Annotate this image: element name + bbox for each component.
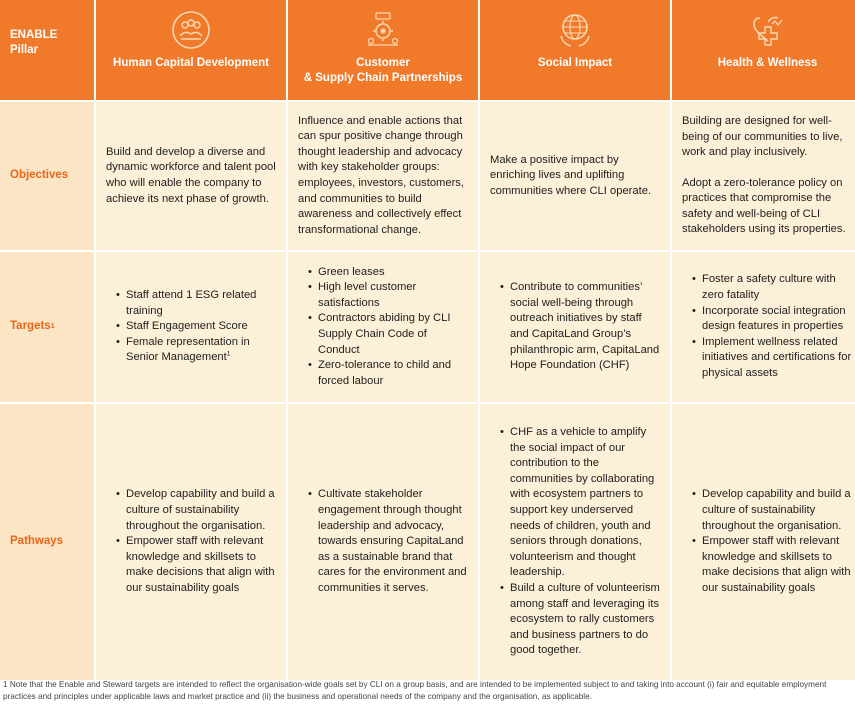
objectives-human-text: Build and develop a diverse and dynamic workforce and talent pool who will enable the company to achieve its next phase of growth. [106,145,276,205]
list-item: • Empower staff with relevant knowledge and skillsets to make decisions that align with our sustainability goals [702,534,853,596]
objectives-health-text-2: Adopt a zero-tolerance policy on practices that compromise the safety and well-being of CLI stakeholders using its properties. [682,176,846,236]
targets-customer [288,252,478,402]
corner-header [0,0,94,100]
objectives-human [96,102,286,250]
list-item: • Develop capability and build a culture of sustainability throughout the organisation. [126,487,276,534]
row-label-pathways [0,404,94,680]
pathways-customer [288,404,478,680]
pathways-health [672,404,855,680]
globe-hands-icon [555,10,595,50]
header-health-wellness [672,0,855,100]
header-label-health: Health & Wellness [717,57,818,69]
list-item: • Zero-tolerance to child and forced labour [318,358,468,389]
header-label-customer-1: Customer [356,57,410,69]
corner-line2: Pillar [10,44,39,56]
objectives-health-text-1: Building are designed for well-being of our communities to live, work and play inclusively. [682,114,843,159]
header-human-capital [96,0,286,100]
list-item: • Cultivate stakeholder engagement through thought leadership and advocacy, towards ensuring CapitaLand as a sustainable brand that cares for the environment and communities it serves. [318,487,468,596]
header-label-social: Social Impact [537,57,613,69]
header-label-customer-2: & Supply Chain Partnerships [303,72,463,84]
row-label-targets: Targets 1 [0,252,94,402]
footnote: 1 Note that the Enable and Steward targets are intended to reflect the organisation-wide goals set by CLI on a group basis, and are intended to be implemented subject to and taking into account (i) fair and equitable employment practices and principles under applicable laws and market practice and (ii) the business and operational needs of the company and the organisation, as applicable. [3,680,827,701]
list-item: • Incorporate social integration design features in properties [702,304,853,335]
header-social-impact [480,0,670,100]
objectives-label: Objectives [10,169,69,182]
list-item: • Implement wellness related initiatives and certifications for physical assets [702,335,853,382]
pathways-human [96,404,286,680]
list-item: • Staff Engagement Score [126,319,276,335]
objectives-customer [288,102,478,250]
list-item: • Build a culture of volunteerism among staff and leveraging its ecosystem to rally customers and business partners to do good together. [510,581,660,659]
gear-cart-icon [363,10,403,50]
list-item: • Staff attend 1 ESG related training [126,288,276,319]
list-item: • High level customer satisfactions [318,280,468,311]
people-hands-icon [171,10,211,50]
pathways-label: Pathways [10,535,64,548]
objectives-customer-text: Influence and enable actions that can spur positive change through thought leadership and advocacy with key stakeholder groups: employees, investors, customers, and communities to build awareness and collectively effect transformational change. [298,114,465,236]
list-item-text: Female representation in Senior Management [126,335,250,364]
targets-health [672,252,855,402]
list-item: • Contractors abiding by CLI Supply Chain Code of Conduct [318,311,468,358]
header-label-human: Human Capital Development [113,57,269,69]
list-item: • Green leases [318,265,468,281]
list-item: • Contribute to communities’ social well-being through outreach initiatives by staff and CapitaLand Group’s philanthropic arm, CapitaLand Hope Foundation (CHF) [510,280,660,374]
targets-social [480,252,670,402]
pathways-social [480,404,670,680]
list-item: • CHF as a vehicle to amplify the social impact of our contribution to the communities by collaborating with ecosystem partners to support key underserved needs of children, youth and seniors through donations, volunteerism and thought leadership. [510,425,660,581]
footnote-marker: 1 [226,350,231,358]
corner-line1: ENABLE [10,29,58,41]
objectives-health [672,102,855,250]
list-item: • Develop capability and build a culture of sustainability throughout the organisation. [702,487,853,534]
targets-label: Targets [10,320,51,333]
targets-human [96,252,286,402]
list-item [126,335,276,366]
objectives-social [480,102,670,250]
row-label-objectives [0,102,94,250]
header-customer-supply [288,0,478,100]
list-item: • Foster a safety culture with zero fatality [702,272,853,303]
health-cross-icon [748,10,788,50]
list-item: • Empower staff with relevant knowledge and skillsets to make decisions that align with our sustainability goals [126,534,276,596]
objectives-social-text: Make a positive impact by enriching lives and uplifting communities where CLI operate. [490,153,652,197]
